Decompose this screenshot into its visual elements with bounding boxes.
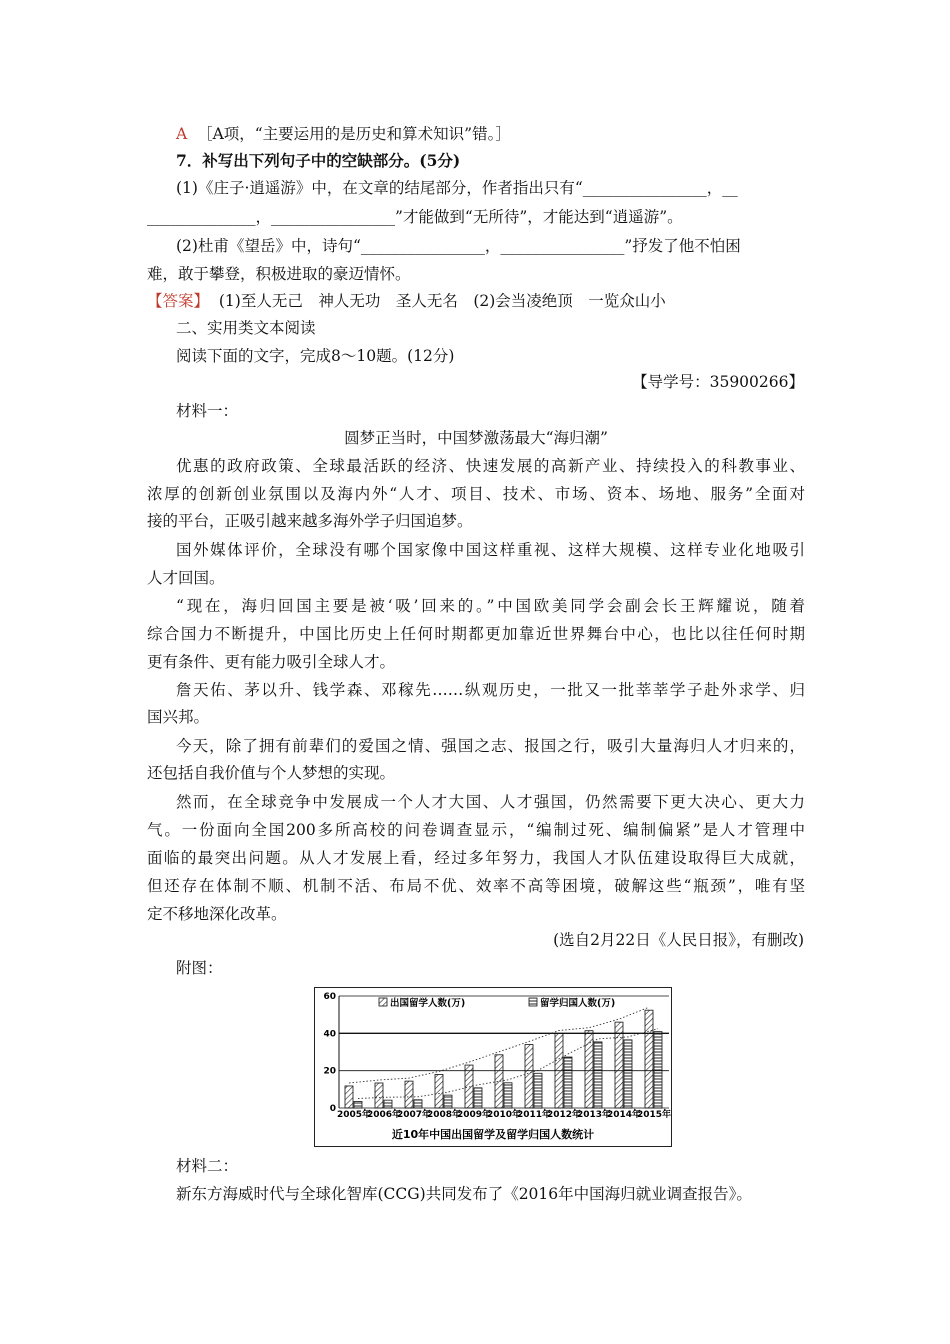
bar-returnee xyxy=(354,1101,362,1108)
bar-chart xyxy=(314,987,672,1147)
section-heading: 二、实用类文本阅读 xyxy=(176,319,316,337)
bar-returnee xyxy=(444,1095,452,1108)
paragraph-line: 但还存在体制不顺、机制不活、布局不优、效率不高等困境，破解这些“瓶颈”，唯有坚 xyxy=(147,877,805,895)
paragraph-line: 还包括自我价值与个人梦想的实现。 xyxy=(147,764,396,782)
x-tick-label: 2012年 xyxy=(546,1110,582,1120)
legend-label: 出国留学人数(万) xyxy=(390,998,466,1009)
paragraph-line: 詹天佑、茅以升、钱学森、邓稼先……纵观历史，一批又一批莘莘学子赴外求学、归 xyxy=(176,681,805,699)
x-tick-label: 2008年 xyxy=(426,1110,462,1120)
paragraph-line: 今天，除了拥有前辈们的爱国之情、强国之志、报国之行，吸引大量海归人才归来的， xyxy=(176,737,805,755)
answer-a-label: A xyxy=(176,125,188,143)
paragraph-line: 优惠的政府政策、全球最活跃的经济、快速发展的高新产业、持续投入的科教事业、 xyxy=(176,457,805,475)
bar-outbound xyxy=(375,1083,383,1108)
bar-returnee xyxy=(534,1073,542,1108)
bar-outbound xyxy=(585,1031,593,1108)
bar-outbound xyxy=(495,1055,503,1108)
question-7-part1-line2: ______________，________________”才能做到“无所待”，才能达到“逍遥游”。 xyxy=(147,208,683,226)
legend-swatch xyxy=(379,998,387,1006)
x-tick-label: 2010年 xyxy=(486,1110,522,1120)
bar-outbound xyxy=(345,1086,353,1108)
chart-canvas xyxy=(315,988,671,1146)
guide-number: 【导学号：35900266】 xyxy=(632,373,804,391)
section-instruction: 阅读下面的文字，完成8～10题。(12分) xyxy=(176,347,455,365)
question-7-part1-line1: (1)《庄子·逍遥游》中，在文章的结尾部分，作者指出只有“________________，__ xyxy=(176,179,738,197)
y-tick-label: 0 xyxy=(329,1104,336,1114)
paragraph-line: 人才回国。 xyxy=(147,569,225,587)
bar-returnee xyxy=(384,1100,392,1108)
bar-returnee xyxy=(594,1042,602,1108)
material2-label: 材料二： xyxy=(176,1157,239,1175)
y-tick-label: 20 xyxy=(323,1066,336,1077)
x-tick-label: 2014年 xyxy=(606,1110,642,1120)
y-tick-label: 60 xyxy=(323,992,336,1002)
answer-a-line xyxy=(176,124,511,144)
legend-swatch xyxy=(529,998,537,1006)
paragraph-line: 定不移地深化改革。 xyxy=(147,905,287,923)
bar-outbound xyxy=(615,1022,623,1108)
answer-tag: 【答案】 xyxy=(147,292,210,310)
x-tick-label: 2005年 xyxy=(336,1110,372,1120)
bar-outbound xyxy=(405,1081,413,1108)
paragraph-line: “现在，海归回国主要是被‘吸’回来的。”中国欧美同学会副会长王辉耀说，随着 xyxy=(176,597,805,615)
paragraph-line: 浓厚的创新创业氛围以及海内外“人才、项目、技术、市场、资本、场地、服务”全面对 xyxy=(147,485,805,503)
x-tick-label: 2009年 xyxy=(456,1110,492,1120)
bar-outbound xyxy=(435,1074,443,1108)
question-7-part2-line2: 难，敢于攀登，积极进取的豪迈情怀。 xyxy=(147,265,411,283)
question-7-title: 7．补写出下列句子中的空缺部分。(5分) xyxy=(176,151,461,170)
paragraph-line: 国外媒体评价，全球没有哪个国家像中国这样重视、这样大规模、这样专业化地吸引 xyxy=(176,541,805,559)
bar-returnee xyxy=(564,1057,572,1108)
bar-returnee xyxy=(654,1032,662,1108)
bar-returnee xyxy=(474,1088,482,1108)
material2-text: 新东方海威时代与全球化智库(CCG)共同发布了《2016年中国海归就业调查报告》。 xyxy=(176,1185,752,1203)
x-tick-label: 2006年 xyxy=(366,1110,402,1120)
bar-returnee xyxy=(624,1040,632,1108)
paragraph-line: 然而，在全球竞争中发展成一个人才大国、人才强国，仍然需要下更大决心、更大力 xyxy=(176,793,805,811)
paragraph-line: 气。一份面向全国200多所高校的问卷调查显示，“编制过死、编制偏紧”是人才管理中 xyxy=(147,821,805,839)
x-tick-label: 2011年 xyxy=(516,1110,552,1120)
bar-returnee xyxy=(414,1100,422,1108)
paragraph-line: 更有条件、更有能力吸引全球人才。 xyxy=(147,653,396,671)
material1-label: 材料一： xyxy=(176,402,239,420)
x-tick-label: 2015年 xyxy=(636,1110,671,1120)
paragraph-line: 面临的最突出问题。从人才发展上看，经过多年努力，我国人才队伍建设取得巨大成就， xyxy=(147,849,805,867)
material1-title: 圆梦正当时，中国梦激荡最大“海归潮” xyxy=(344,429,608,447)
answer-text: (1)至人无己 神人无功 圣人无名 (2)会当凌绝顶 一览众山小 xyxy=(218,292,666,310)
paragraph-line: 综合国力不断提升，中国比历史上任何时期都更加靠近世界舞台中心，也比以往任何时期 xyxy=(147,625,805,643)
x-tick-label: 2013年 xyxy=(576,1110,612,1120)
answer-a-text: ［A项，“主要运用的是历史和算术知识”错。］ xyxy=(197,125,511,143)
bar-outbound xyxy=(525,1045,533,1108)
x-tick-label: 2007年 xyxy=(396,1110,432,1120)
material1-source: (选自2月22日《人民日报》，有删改) xyxy=(553,931,804,949)
question-7-part2-line1: (2)杜甫《望岳》中，诗句“________________，________________”抒发了他不怕困 xyxy=(176,237,741,255)
answer-line xyxy=(147,291,666,311)
bar-outbound xyxy=(555,1034,563,1108)
legend-label: 留学归国人数(万) xyxy=(540,998,616,1009)
bar-outbound xyxy=(645,1010,653,1108)
chart-title: 近10年中国出国留学及留学归国人数统计 xyxy=(391,1128,595,1141)
paragraph-line: 国兴邦。 xyxy=(147,708,210,726)
figure-label: 附图： xyxy=(176,959,223,977)
bar-returnee xyxy=(504,1083,512,1108)
y-tick-label: 40 xyxy=(323,1029,336,1040)
paragraph-line: 接的平台，正吸引越来越多海外学子归国追梦。 xyxy=(147,512,473,530)
